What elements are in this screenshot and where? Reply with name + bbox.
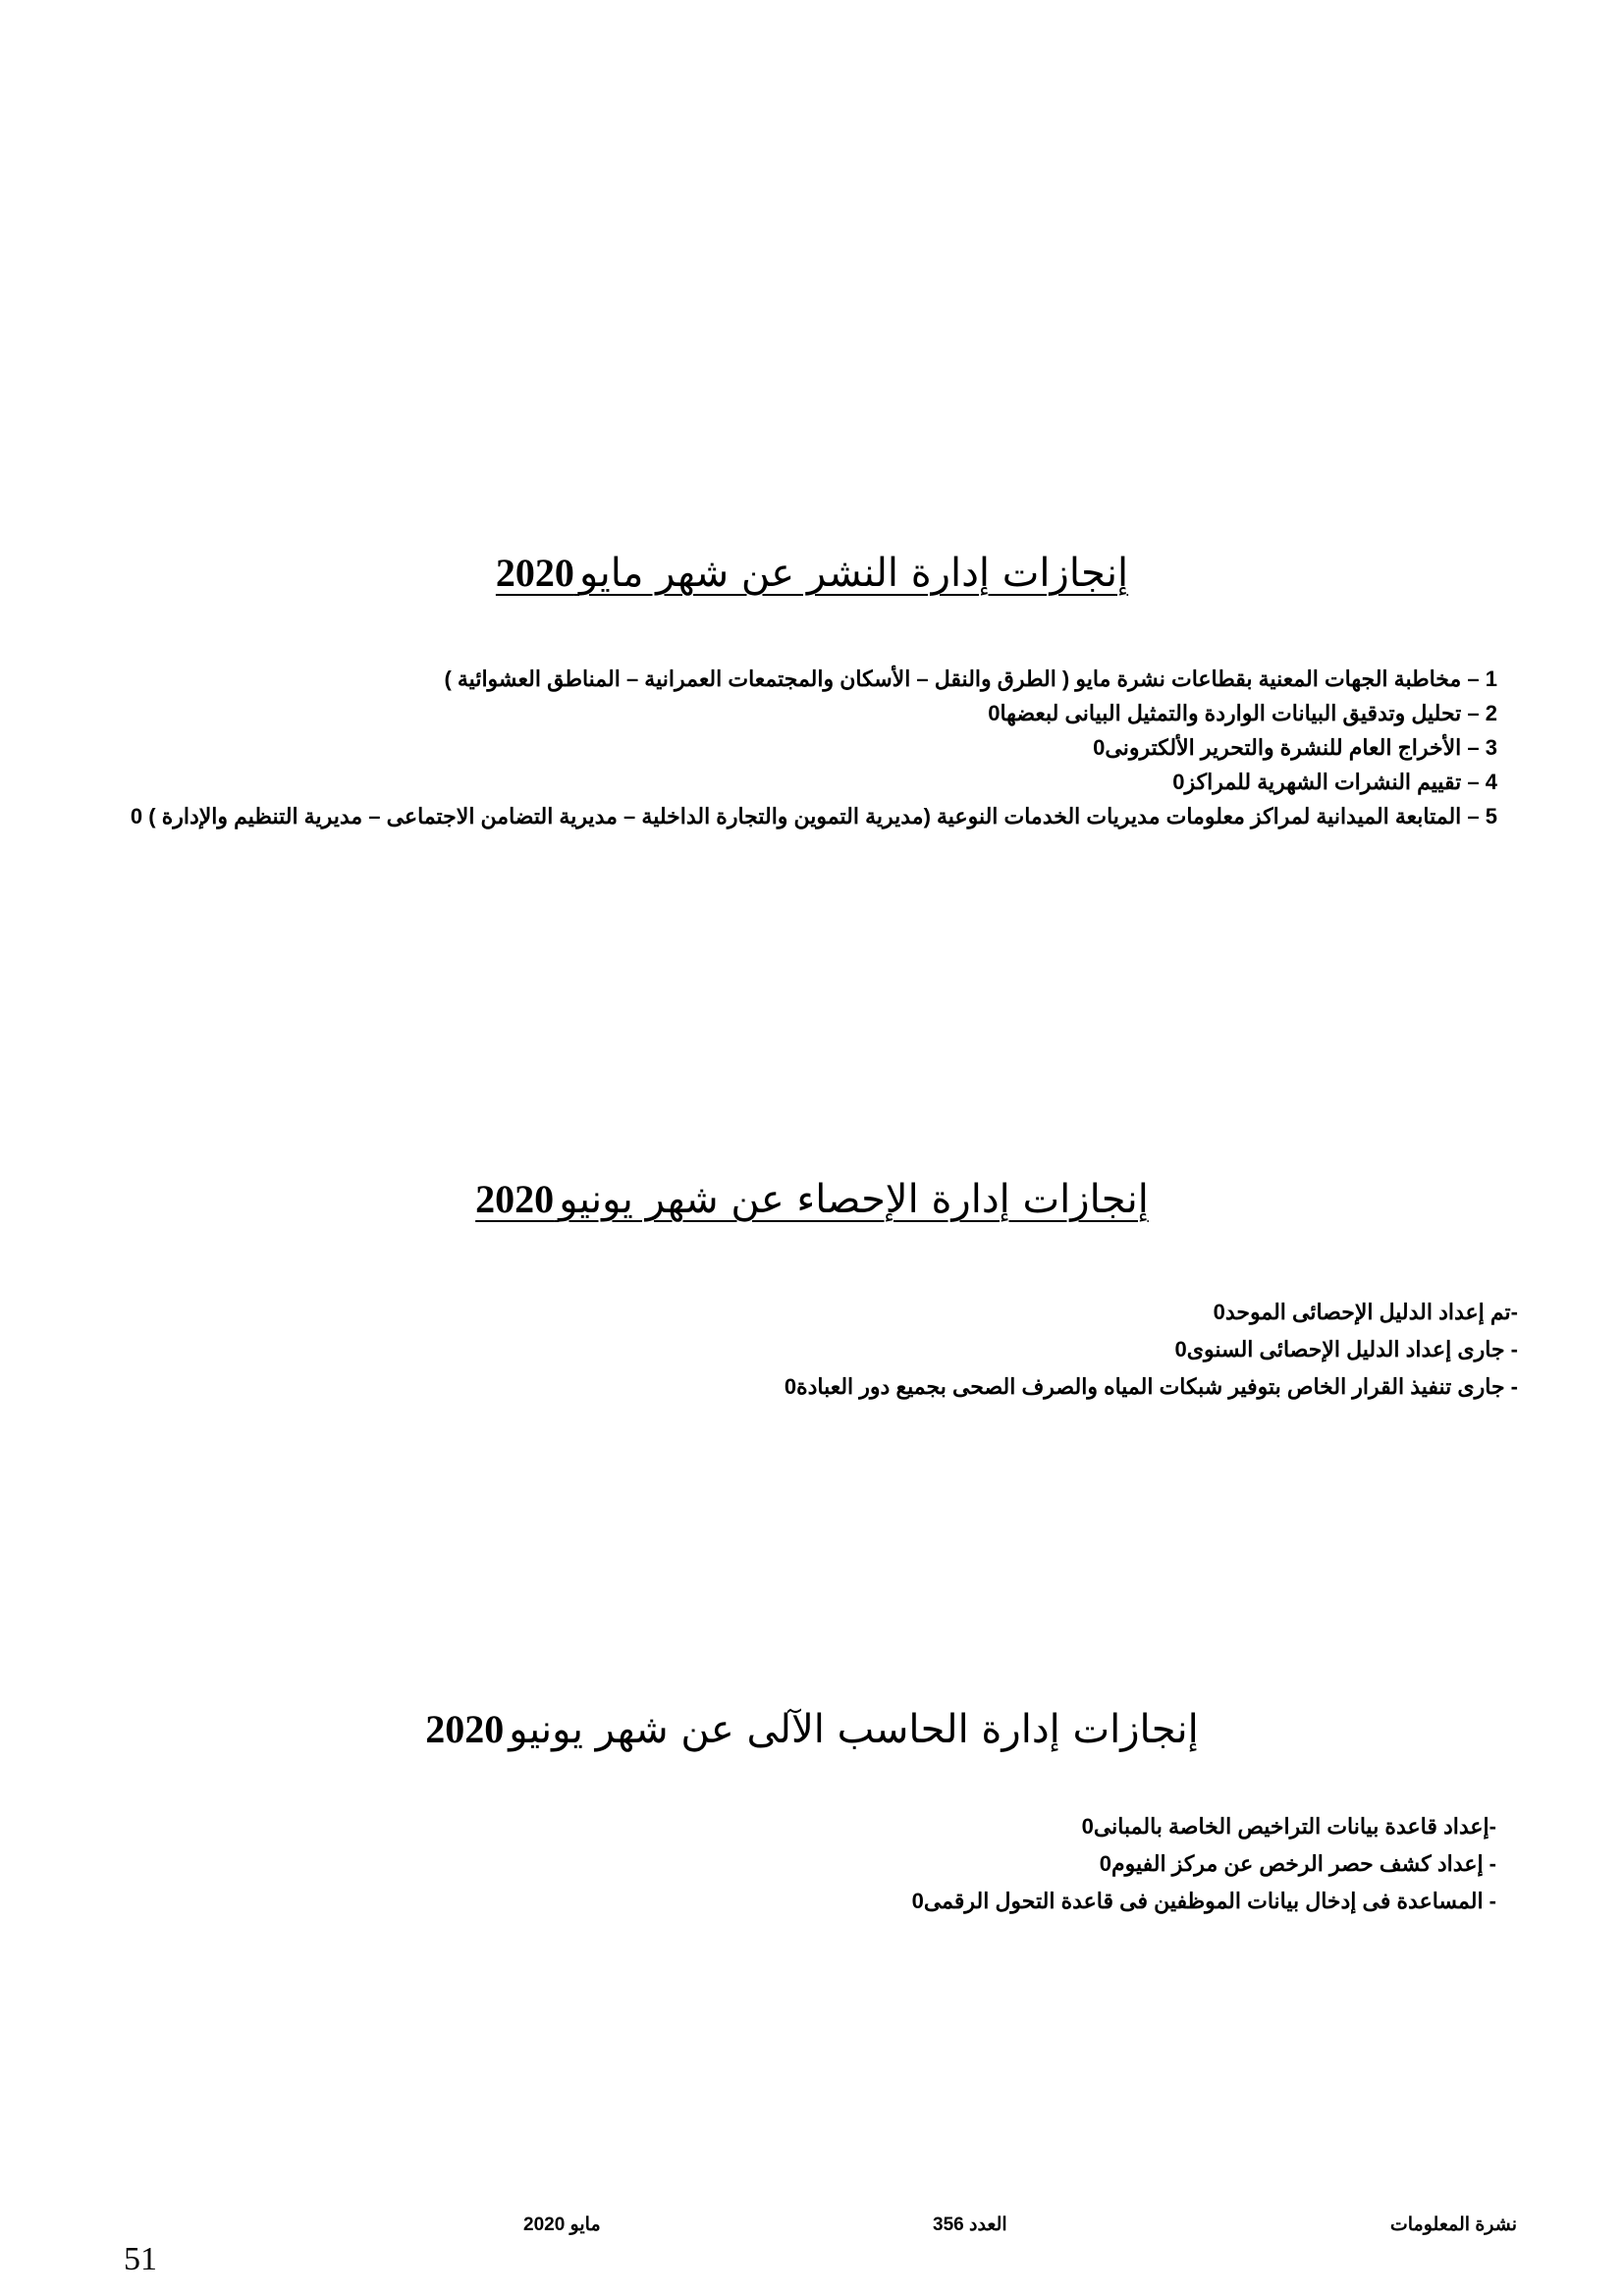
list-item: - إعداد كشف حصر الرخص عن مركز الفيوم0: [1099, 1851, 1496, 1876]
list-item: -تم إعداد الدليل الإحصائى الموحد0: [1213, 1300, 1518, 1324]
section-title: إنجازات إدارة النشر عن شهر مايو: [578, 551, 1129, 596]
section-year: 2020: [425, 1707, 505, 1751]
list-item: 3 – الأخراج العام للنشرة والتحرير الألكترونى0: [1093, 735, 1497, 760]
list-item: 2 – تحليل وتدقيق البيانات الواردة والتمثيل البيانى لبعضها0: [988, 701, 1497, 725]
section-year: 2020: [475, 1177, 555, 1221]
footer-bulletin-name: نشرة المعلومات: [1389, 2215, 1517, 2235]
list-item: - جارى تنفيذ القرار الخاص بتوفير شبكات المياه والصرف الصحى بجميع دور العبادة0: [784, 1374, 1518, 1399]
section-title: إنجازات إدارة الحاسب الآلى عن شهر يونيو: [509, 1707, 1199, 1752]
statistics-achievements-list: [438, 1294, 1518, 1406]
list-item: - جارى إعداد الدليل الإحصائى السنوى0: [1174, 1337, 1518, 1362]
computer-achievements-list: [416, 1808, 1496, 1920]
footer-issue-number: العدد 356: [933, 2215, 1007, 2235]
list-item: - المساعدة فى إدخال بيانات الموظفين فى قاعدة التحول الرقمى0: [911, 1889, 1496, 1913]
section-heading-publishing: [0, 550, 1624, 596]
list-item: 1 – مخاطبة الجهات المعنية بقطاعات نشرة مايو ( الطرق والنقل – الأسكان والمجتمعات العمرانية – المناطق العشوائية ): [444, 667, 1497, 691]
page-number: 51: [124, 2241, 157, 2277]
section-heading-statistics: [0, 1176, 1624, 1222]
section-heading-computer: [0, 1706, 1624, 1752]
publishing-achievements-list: [93, 662, 1497, 833]
section-title: إنجازات إدارة الإحصاء عن شهر يونيو: [559, 1177, 1149, 1222]
section-year: 2020: [495, 551, 574, 595]
list-item: -إعداد قاعدة بيانات التراخيص الخاصة بالمبانى0: [1081, 1814, 1496, 1839]
list-item: 4 – تقييم النشرات الشهرية للمراكز0: [1172, 770, 1497, 794]
footer-date: مايو 2020: [523, 2215, 601, 2235]
list-item: 5 – المتابعة الميدانية لمراكز معلومات مديريات الخدمات النوعية (مديرية التموين والتجارة الداخلية – مديرية التضامن الاجتماعى – مديرية التنظيم والإدارة ) 0: [130, 804, 1497, 828]
